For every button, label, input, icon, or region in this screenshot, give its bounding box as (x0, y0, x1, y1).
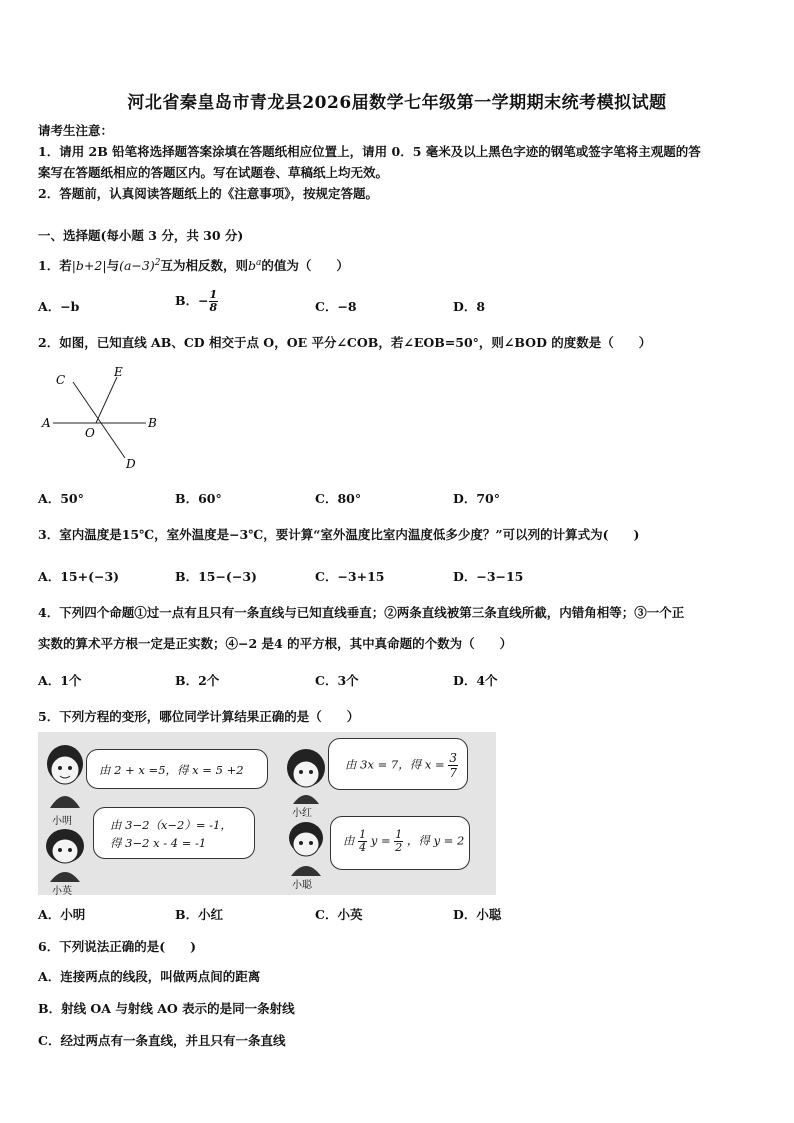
q2-option-a[interactable]: A．50° (38, 491, 84, 506)
bubble-xiaocong (330, 816, 470, 870)
line-cd (73, 382, 125, 458)
q1-option-b[interactable] (175, 289, 218, 314)
q5-option-a[interactable]: A．小明 (38, 907, 86, 922)
fraction-denominator: 2 (395, 841, 403, 854)
bubble-xiaoying-text-1: 由 3−2（x−2）= -1， (110, 818, 232, 832)
q1-post1: 互为相反数，则 (160, 258, 248, 273)
q1-power: b (247, 258, 256, 273)
q1-option-c[interactable]: C．−8 (315, 299, 357, 314)
q6-option-c[interactable]: C．经过两点有一条直线，并且只有一条直线 (38, 1033, 286, 1048)
fraction-denominator: 8 (209, 301, 218, 314)
q4-option-d[interactable]: D．4个 (453, 673, 498, 688)
q2-option-d[interactable]: D．70° (453, 491, 500, 506)
bubble-xiaohong-fraction (448, 751, 458, 780)
bubble-xiaocong-mid: y = (370, 833, 391, 848)
q4-option-c[interactable]: C．3个 (315, 673, 359, 688)
q1-post2: 的值为（ ） (261, 258, 349, 273)
q1-power-exponent: a (255, 257, 262, 268)
section-heading: 一、选择题(每小题 3 分，共 30 分) (38, 228, 244, 243)
fraction-numerator: 1 (209, 288, 218, 301)
label-c: C (56, 373, 66, 387)
fraction-numerator: 1 (359, 828, 367, 841)
q3-option-c[interactable]: C．−3+15 (315, 569, 385, 584)
fraction-denominator: 4 (359, 841, 367, 854)
q3-option-d[interactable]: D．−3−15 (453, 569, 524, 584)
q6-option-b[interactable]: B．射线 OA 与射线 AO 表示的是同一条射线 (38, 1001, 295, 1016)
label-e: E (114, 365, 123, 379)
name-xiaoying: 小英 (52, 886, 72, 895)
q3-option-a[interactable]: A．15+(−3) (38, 569, 120, 584)
q1-option-d[interactable]: D．8 (453, 299, 486, 314)
fraction-denominator: 7 (449, 766, 457, 780)
name-xiaocong: 小聪 (292, 880, 312, 891)
bubble-xiaoying (93, 807, 255, 859)
xiaohong-figure-icon (281, 744, 331, 806)
q1-exponent: 2 (154, 257, 161, 268)
bubble-xiaocong-text (343, 829, 464, 854)
bubble-xiaohong-pre: 由 3x = 7，得 x = (345, 757, 445, 772)
notice-line-2: 2．答题前，认真阅读答题纸上的《注意事项》，按规定答题。 (38, 186, 378, 201)
bubble-xiaohong (328, 738, 468, 790)
q1-option-b-fraction (209, 289, 219, 314)
q1-option-a[interactable]: A．−b (38, 299, 80, 314)
notice-heading: 请考生注意： (38, 123, 114, 138)
bubble-xiaoying-text-2: 得 3−2 x - 4 = -1 (110, 836, 207, 850)
bubble-xiaocong-fraction-1 (358, 829, 367, 854)
question-4-line-2: 实数的算术平方根一定是正实数；④−2 是4 的平方根，其中真命题的个数为（ ） (38, 636, 513, 651)
q4-option-b[interactable]: B．2个 (175, 673, 220, 688)
label-o: O (85, 426, 95, 440)
page-title: 河北省秦皇岛市青龙县2026届数学七年级第一学期期末统考模拟试题 (127, 93, 667, 113)
label-d: D (126, 457, 136, 471)
name-xiaohong: 小红 (292, 808, 312, 819)
notice-line-1b: 案写在答题纸相应的答题区内。写在试题卷、草稿纸上均无效。 (38, 165, 389, 180)
question-4-line-1: 4．下列四个命题①过一点有且只有一条直线与已知直线垂直；②两条直线被第三条直线所截，内错角相等；③一个正 (38, 605, 685, 620)
q1-option-b-label: B．− (175, 293, 209, 308)
q5-cartoon-image (38, 732, 496, 895)
bubble-xiaoming (86, 749, 268, 789)
bubble-xiaocong-fraction-2 (394, 829, 403, 854)
question-3: 3．室内温度是15℃，室外温度是−3℃，要计算“室外温度比室内温度低多少度？”可以列的计算式为( ) (38, 527, 640, 542)
q2-figure (38, 360, 168, 475)
xiaoying-figure-icon (40, 824, 90, 884)
notice-line-1a: 1．请用 2B 铅笔将选择题答案涂填在答题纸相应位置上，请用 0．5 毫米及以上黑色字迹的钢笔或签字笔将主观题的答 (38, 144, 701, 159)
q3-option-b[interactable]: B．15−(−3) (175, 569, 257, 584)
q1-abs: |b+2| (71, 258, 107, 273)
question-6: 6．下列说法正确的是( ) (38, 939, 197, 954)
q5-option-b[interactable]: B．小红 (175, 907, 224, 922)
q1-mid: 与 (106, 258, 120, 273)
q1-square: (a−3) (119, 258, 155, 273)
ray-oe (96, 377, 117, 423)
q2-option-c[interactable]: C．80° (315, 491, 362, 506)
fraction-numerator: 1 (395, 828, 403, 841)
label-b: B (148, 416, 157, 430)
q4-option-a[interactable]: A．1个 (38, 673, 82, 688)
q5-option-d[interactable]: D．小聪 (453, 907, 502, 922)
q5-option-c[interactable]: C．小英 (315, 907, 363, 922)
bubble-xiaocong-post: ，得 y = 2 (406, 833, 465, 848)
name-xiaoming: 小明 (52, 816, 72, 827)
xiaocong-figure-icon (281, 818, 331, 878)
bubble-xiaohong-text (345, 751, 458, 780)
q6-option-a[interactable]: A．连接两点的线段，叫做两点间的距离 (38, 969, 261, 984)
label-a: A (42, 416, 51, 430)
xiaoming-figure-icon (40, 740, 90, 810)
bubble-xiaoming-text: 由 2 + x =5，得 x = 5 +2 (99, 763, 244, 777)
question-1 (38, 256, 349, 274)
fraction-numerator: 3 (449, 751, 457, 765)
q2-option-b[interactable]: B．60° (175, 491, 222, 506)
q1-pre: 1．若 (38, 258, 72, 273)
question-2: 2．如图，已知直线 AB、CD 相交于点 O，OE 平分∠COB，若∠EOB=50°，则∠BOD 的度数是（ ） (38, 335, 652, 350)
question-5: 5．下列方程的变形，哪位同学计算结果正确的是（ ） (38, 709, 360, 724)
bubble-xiaocong-pre: 由 (343, 833, 355, 848)
